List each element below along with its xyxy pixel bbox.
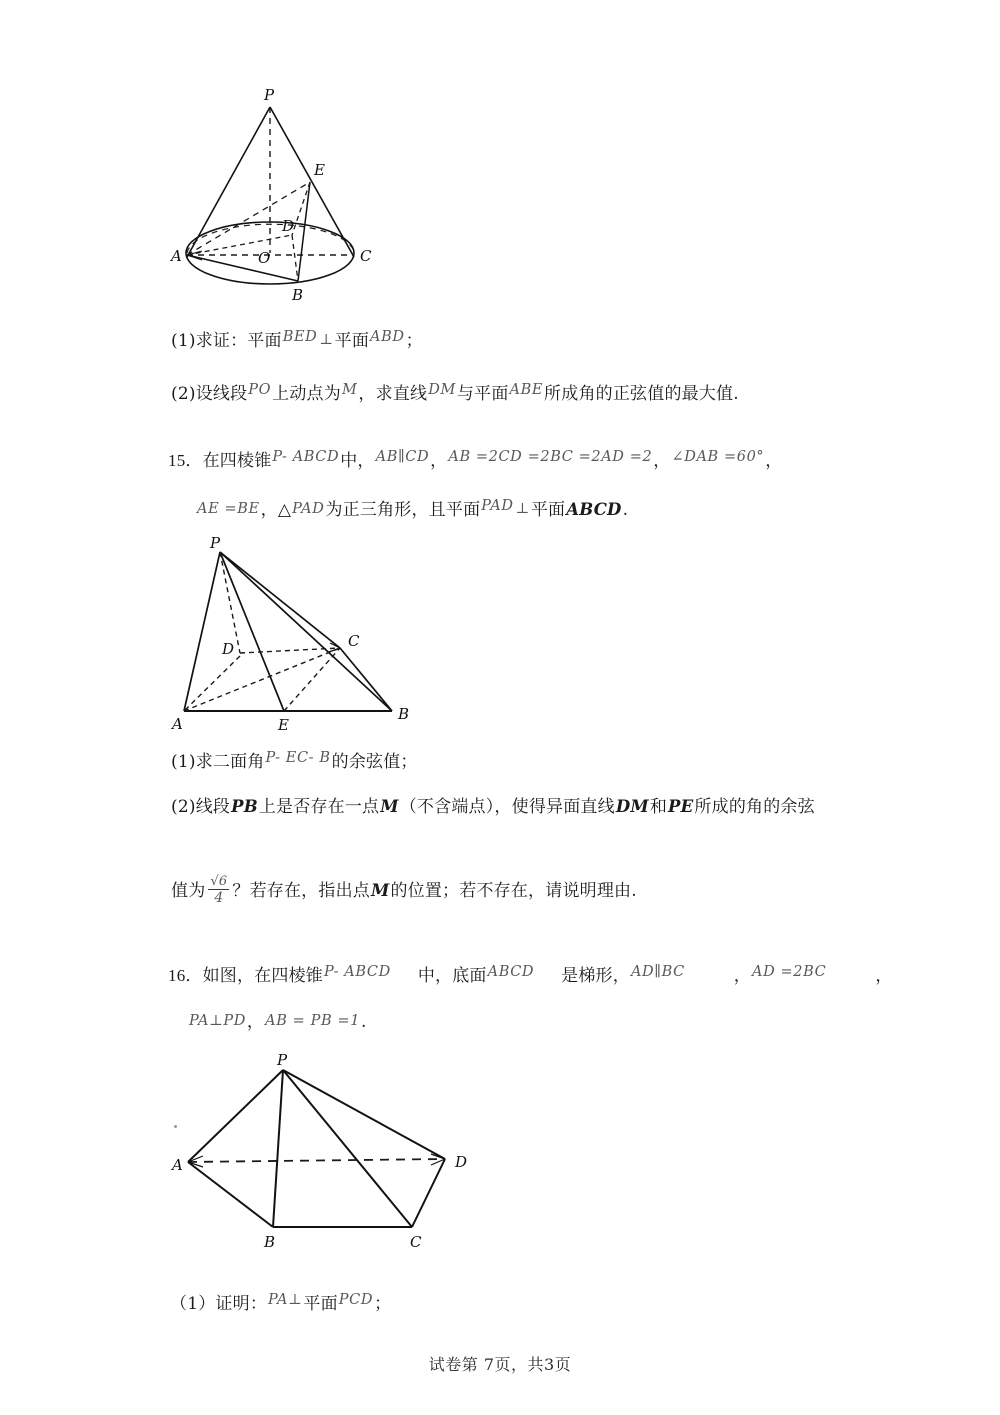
q14-part1-marker: (1)	[171, 331, 196, 351]
q14-part2-expr-M: M	[341, 382, 358, 398]
q14-part1-expr-1: BED	[282, 329, 318, 345]
q15-part2-text-4: 和	[649, 797, 668, 817]
q15-line1-expr-pyramid: P- ABCD	[272, 449, 340, 465]
segment-PB	[220, 552, 392, 711]
q14-part2-expr-ABE: ABE	[509, 382, 544, 398]
q14-part1-expr-2: ABD	[370, 329, 405, 345]
q15-part2b-text-2: ？若存在，指出点	[232, 880, 370, 901]
q14-part2-text-3: ，求直线	[358, 384, 428, 404]
q15-line2-expr-AE-BE: AE =BE	[197, 501, 260, 517]
figure1-label-A: A	[171, 247, 182, 265]
q15-stem-line-2	[196, 496, 628, 524]
figure-2-svg	[172, 536, 422, 736]
q15-line2-triangle-symbol: △	[277, 500, 292, 520]
q14-part2-text-2: 上动点为	[272, 384, 341, 404]
segment-AB	[188, 1162, 273, 1227]
segment-CD	[412, 1159, 445, 1227]
figure-cone-diagram	[170, 85, 400, 310]
q16-part1-expr-PCD: PCD	[338, 1292, 374, 1308]
q16-line2-expr-AB-PB-1: AB = PB =1	[265, 1013, 361, 1029]
q15-part1-marker: (1)	[171, 752, 196, 772]
figure2-label-D: D	[222, 640, 235, 658]
figure1-label-D: D	[282, 217, 295, 235]
fraction-denominator: 4	[214, 889, 224, 906]
figure1-label-O: O	[258, 249, 271, 267]
q15-line2-text-1: ，	[260, 500, 278, 520]
q15-line2-expr-PAD: PAD	[292, 501, 325, 517]
q15-part2-text-1: 线段	[195, 797, 231, 817]
q15-stem-line-1	[168, 447, 782, 475]
q14-part2-expr-PO: PO	[248, 382, 272, 398]
q16-line2-text-1: ，	[246, 1012, 265, 1032]
q14-part2-text-4: 与平面	[456, 384, 509, 404]
q15-part2-text-2: 上是否存在一点	[258, 797, 380, 817]
figure3-label-B: B	[264, 1233, 276, 1251]
segment-PB	[273, 1070, 283, 1227]
segment-EC	[284, 648, 340, 711]
q15-line2-text-4: .	[622, 500, 629, 520]
figure3-label-P: P	[277, 1051, 288, 1069]
figure1-label-B: B	[292, 286, 304, 304]
figure1-label-C: C	[360, 247, 372, 265]
q15-line2-text-2: 为正三角形，且平面	[325, 500, 481, 520]
q15-line2-expr-PAD-2: PAD	[481, 498, 514, 514]
segment-DC	[240, 648, 340, 653]
segment-CB	[340, 648, 392, 711]
q15-line1-expr-angle: ∠DAB =60°	[671, 449, 765, 465]
figure1-label-E: E	[314, 161, 325, 179]
q14-part2-text-5: 所成角的正弦值的最大值.	[544, 384, 739, 404]
q14-part1-perp-symbol: ⊥	[319, 332, 334, 348]
q14-part1-lead: 求证：	[195, 331, 248, 351]
q16-part1-expr-PA-perp: PA⊥	[268, 1292, 303, 1308]
q15-line1-text-5: ，	[765, 451, 783, 471]
figure2-label-C: C	[348, 632, 360, 650]
q16-line1-text-2: 中，底面	[417, 966, 487, 986]
q15-part2-expr-DM: DM	[615, 797, 649, 816]
q16-stem-line-1	[168, 962, 893, 990]
figure3-label-A: A	[172, 1156, 183, 1174]
q16-part1-plane-word: 平面	[303, 1294, 338, 1314]
q15-line1-text-2: 中，	[340, 451, 375, 471]
q16-part1-end: ；	[374, 1294, 392, 1314]
figure2-label-A: A	[172, 715, 183, 733]
figure2-label-B: B	[398, 705, 410, 723]
q15-part1-text-1: 求二面角	[195, 752, 265, 772]
q14-part2-line	[171, 380, 739, 408]
segment-DA	[184, 656, 240, 711]
cone-slant-left	[187, 107, 270, 257]
segment-PA	[184, 552, 220, 711]
q15-line1-text-1: 在四棱锥	[202, 451, 272, 471]
q14-part2-text-1: 设线段	[195, 384, 248, 404]
q16-part1-lead: 证明：	[215, 1294, 268, 1314]
q15-part2b-text-3: 的位置；若不存在，请说明理由.	[390, 880, 637, 901]
q16-part1-marker: （1）	[170, 1294, 216, 1314]
q15-part1-text-2: 的余弦值；	[331, 752, 418, 772]
q14-part2-marker: (2)	[171, 384, 196, 404]
q14-part1-end: ；	[405, 331, 423, 351]
q16-line2-text-2: .	[361, 1012, 367, 1032]
q16-line1-expr-pyramid: P- ABCD	[324, 964, 391, 980]
figure-1-svg	[170, 85, 400, 310]
q15-line2-expr-ABCD: ABCD	[566, 500, 622, 519]
q16-line1-expr-AD-2BC: AD =2BC	[752, 964, 827, 980]
q15-part2-expr-PE: PE	[668, 797, 694, 816]
q16-part1-line	[170, 1290, 391, 1318]
q16-stem-line-2	[188, 1010, 367, 1036]
q15-part2-expr-M: M	[380, 797, 399, 816]
segment-PE	[220, 552, 284, 711]
q16-line1-text-5: ，	[875, 966, 893, 986]
segment-AB	[187, 255, 298, 281]
q15-line1-expr-parallel: AB∥CD	[375, 449, 430, 465]
segment-AD	[188, 1159, 445, 1162]
segment-AD	[187, 235, 292, 255]
figure2-label-P: P	[210, 534, 221, 552]
segment-PC	[283, 1070, 412, 1227]
segment-PC	[220, 552, 340, 648]
figure2-label-E: E	[278, 716, 289, 734]
figure3-label-D: D	[455, 1153, 468, 1171]
q15-part1-expr-dihedral: P- EC- B	[265, 750, 331, 766]
segment-DB	[292, 235, 298, 281]
q15-line2-perp-symbol: ⊥	[515, 501, 530, 517]
q14-part1-line	[171, 327, 423, 355]
q16-line1-text-3: 是梯形，	[561, 966, 630, 986]
q14-part1-plane-word-2: 平面	[334, 331, 370, 351]
q15-part2-continuation	[171, 875, 637, 905]
segment-BE	[298, 182, 310, 281]
q15-line1-expr-lengths: AB =2CD =2BC =2AD =2	[448, 449, 653, 465]
q15-part1-line	[171, 748, 418, 776]
q16-line2-expr-PA-perp-PD: PA⊥PD	[189, 1013, 246, 1029]
page-footer: 试卷第 7页，共3页	[428, 1355, 572, 1374]
q15-part2-line	[171, 795, 815, 821]
q15-part2b-expr-M: M	[370, 880, 390, 900]
figure-3-svg	[170, 1051, 490, 1270]
segment-PD	[283, 1070, 445, 1159]
q15-line2-text-3: 平面	[530, 500, 566, 520]
fraction-numerator: √6	[210, 874, 228, 889]
q15-line1-text-3: ，	[430, 451, 448, 471]
q16-line1-expr-parallel: AD∥BC	[630, 964, 685, 980]
q15-part2b-text-1: 值为	[171, 880, 206, 901]
q16-line1-text-4: ，	[733, 966, 751, 986]
q16-number: 16．	[168, 966, 203, 985]
q16-line1-expr-ABCD: ABCD	[487, 964, 535, 980]
q14-part2-expr-DM: DM	[428, 382, 456, 398]
fraction-sqrt6-over-4	[205, 875, 232, 905]
q15-part2-text-3: （不含端点），使得异面直线	[399, 797, 615, 817]
q15-part2-text-5: 所成的角的余弦	[694, 797, 815, 817]
figure1-label-P: P	[264, 86, 275, 104]
q15-part2-marker: (2)	[171, 797, 196, 817]
q15-number: 15．	[168, 451, 203, 470]
figure3-label-C: C	[410, 1233, 422, 1251]
q15-part2-expr-PB: PB	[231, 797, 258, 816]
q16-line1-text-1: 如图，在四棱锥	[202, 966, 324, 986]
figure-pyramid-trapezoid	[170, 1051, 490, 1270]
figure-pyramid-P-ABCD	[172, 536, 422, 736]
q14-part1-plane-word-1: 平面	[247, 331, 282, 351]
segment-PA	[188, 1070, 283, 1162]
q15-line1-text-4: ，	[653, 451, 671, 471]
